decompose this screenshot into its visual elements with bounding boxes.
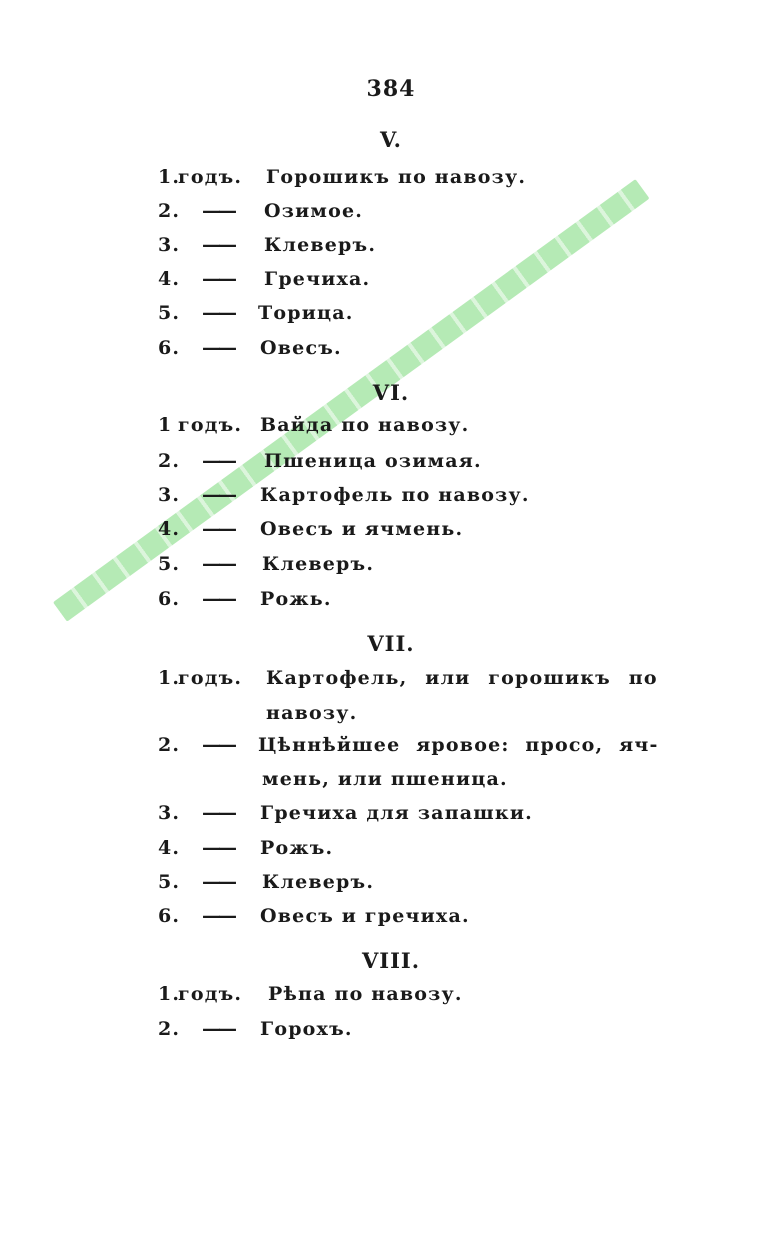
section-title-vi: VI. [372,380,410,405]
row-crop: Клеверъ. [264,234,377,256]
row-dash: —— [202,234,234,256]
row-dash: —— [202,905,234,927]
row-number: 6. [158,337,181,359]
row-dash: —— [202,484,234,506]
row-crop: Пшеница озимая. [264,450,482,472]
row-crop: Озимое. [264,200,364,222]
row-crop: Вайда по навозу. [260,414,470,436]
row-number: 5. [158,302,181,324]
row-number: 3. [158,234,181,256]
section-title-vii: VII. [367,631,415,656]
row-dash: —— [202,200,234,222]
row-dash: —— [202,1018,234,1040]
row-number: 5. [158,871,181,893]
row-crop: Овесъ. [260,337,342,359]
section-title-viii: VIII. [361,948,421,973]
row-crop: Рожъ. [260,837,334,859]
row-number: 6. [158,905,181,927]
row-year-label: годъ. [178,166,243,188]
section-title-v: V. [380,127,402,152]
row-crop: Горохъ. [260,1018,353,1040]
row-number: 4. [158,268,181,290]
row-crop: Овесъ и ячмень. [260,518,464,540]
row-number: 3. [158,802,181,824]
row-crop: Гречиха. [264,268,371,290]
page-number: 384 [366,76,416,102]
row-continuation: мень, или пшеница. [262,768,508,790]
row-dash: —— [202,302,234,324]
row-dash: —— [202,871,234,893]
row-number: 2. [158,200,181,222]
row-number: 4. [158,837,181,859]
row-crop: Клеверъ. [262,553,375,575]
row-dash: —— [202,518,234,540]
row-year-label: годъ. [178,414,243,436]
row-crop: Картофель, или горошикъ по [266,667,658,689]
row-number: 2. [158,450,181,472]
row-number: 5. [158,553,181,575]
row-dash: —— [202,734,234,756]
row-dash: —— [202,553,234,575]
row-number: 1 [158,414,173,436]
row-number: 3. [158,484,181,506]
row-crop: Торица. [258,302,354,324]
row-crop: Гречиха для запашки. [260,802,533,824]
row-year-label: годъ. [178,983,243,1005]
row-dash: —— [202,268,234,290]
row-crop: Цѣннѣйшее яровое: просо, яч- [258,734,659,756]
row-dash: —— [202,337,234,359]
row-dash: —— [202,588,234,610]
row-crop: Рѣпа по навозу. [268,983,463,1005]
row-number: 6. [158,588,181,610]
row-number: 1. [158,667,181,689]
row-dash: —— [202,450,234,472]
row-crop: Клеверъ. [262,871,375,893]
row-number: 2. [158,734,181,756]
row-crop: Овесъ и гречиха. [260,905,470,927]
row-number: 4. [158,518,181,540]
row-crop: Картофель по навозу. [260,484,530,506]
row-crop: Рожь. [260,588,332,610]
row-number: 2. [158,1018,181,1040]
row-year-label: годъ. [178,667,243,689]
row-dash: —— [202,837,234,859]
row-number: 1. [158,166,181,188]
row-number: 1. [158,983,181,1005]
row-dash: —— [202,802,234,824]
row-crop: Горошикъ по навозу. [266,166,527,188]
row-continuation: навозу. [266,702,358,724]
